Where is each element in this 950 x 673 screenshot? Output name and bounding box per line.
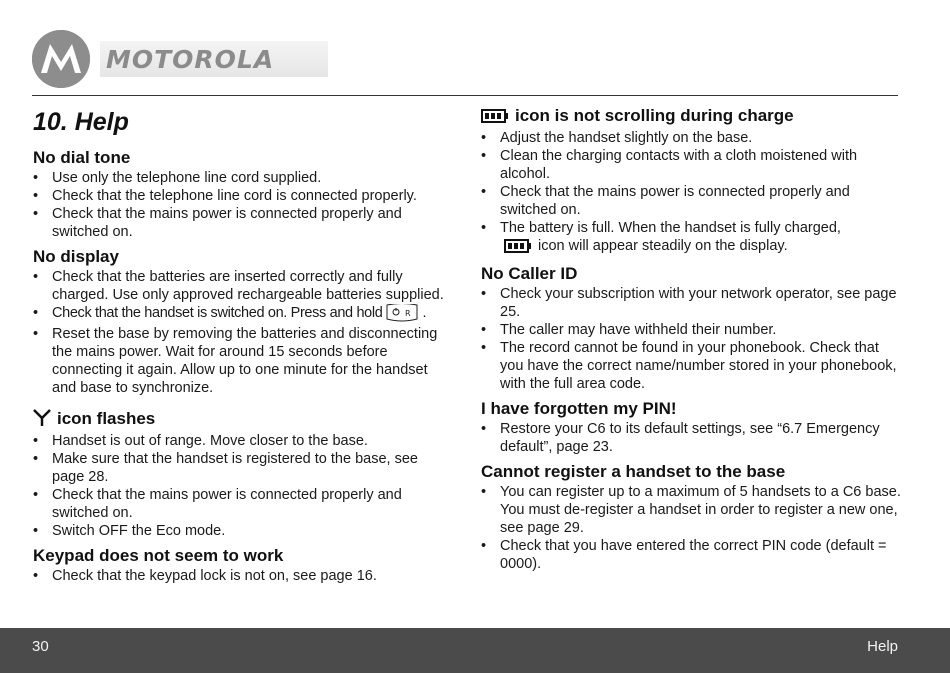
- list-item: [481, 219, 901, 258]
- footer-section-label: Help: [867, 638, 898, 655]
- section-title-text: icon is not scrolling during charge: [515, 106, 794, 125]
- section-title: [33, 409, 453, 431]
- right-column: [481, 106, 901, 573]
- list-item: • Check that the mains power is connected properly and switched on.: [33, 205, 453, 241]
- list-item: • Check that you have entered the correct PIN code (default = 0000).: [481, 537, 901, 573]
- list-item-text: Check that the handset is switched on. Press and hold: [52, 305, 383, 321]
- page-title: 10. Help: [33, 108, 129, 136]
- section-title: Keypad does not seem to work: [33, 546, 284, 565]
- bullet-list: [481, 483, 901, 573]
- list-item: • Make sure that the handset is registered to the base, see page 28.: [33, 450, 453, 486]
- battery-full-icon: [504, 239, 532, 258]
- section-no-dial-tone: [33, 148, 453, 241]
- list-item: • Adjust the handset slightly on the base.: [481, 129, 901, 147]
- section-title: Cannot register a handset to the base: [481, 462, 786, 481]
- power-r-key-icon: [386, 304, 418, 325]
- list-item: • Check that the telephone line cord is connected properly.: [33, 187, 453, 205]
- section-no-caller-id: [481, 264, 901, 393]
- bullet-list: [33, 268, 453, 397]
- left-column: [33, 106, 453, 585]
- list-item: • Switch OFF the Eco mode.: [33, 522, 453, 540]
- section-keypad: [33, 546, 453, 585]
- list-item: • The caller may have withheld their number.: [481, 321, 901, 339]
- list-item: • Reset the base by removing the batteries and disconnecting the mains power. Wait for around 15 seconds before connecting it again. Allow up to one minute for the handset and base to synchronize.: [33, 325, 453, 397]
- section-icon-flashes: [33, 409, 453, 540]
- battery-full-icon: [481, 108, 509, 128]
- bullet-list: [33, 432, 453, 540]
- list-item-text: The battery is full. When the handset is fully charged,: [500, 220, 841, 236]
- antenna-icon: [33, 409, 51, 431]
- bullet-list: [481, 420, 901, 456]
- list-item: • The record cannot be found in your phonebook. Check that you have the correct name/number stored in your phonebook, with the full area code.: [481, 339, 901, 393]
- brand-logo-text: MOTOROLA: [106, 45, 275, 74]
- section-title: I have forgotten my PIN!: [481, 399, 677, 418]
- bullet-list: [481, 285, 901, 393]
- page-number: 30: [32, 638, 49, 655]
- section-title: [481, 106, 901, 128]
- list-item: • Use only the telephone line cord supplied.: [33, 169, 453, 187]
- list-item: • Check that the mains power is connected properly and switched on.: [33, 486, 453, 522]
- section-battery-icon: [481, 106, 901, 258]
- motorola-logo-icon: [32, 30, 90, 88]
- header-divider: [32, 95, 898, 96]
- list-item: • You can register up to a maximum of 5 handsets to a C6 base. You must de-register a handset in order to register a new one, see page 29.: [481, 483, 901, 537]
- page-footer: [0, 628, 950, 673]
- bullet-list: [481, 129, 901, 258]
- list-item-text: icon will appear steadily on the display.: [538, 238, 788, 254]
- bullet-list: [33, 169, 453, 241]
- list-item: • Check that the mains power is connected properly and switched on.: [481, 183, 901, 219]
- list-item: • Check that the keypad lock is not on, see page 16.: [33, 567, 453, 585]
- list-item-text: .: [422, 305, 427, 321]
- page-header: [0, 0, 950, 96]
- svg-text:R: R: [405, 309, 411, 318]
- list-item: • Clean the charging contacts with a cloth moistened with alcohol.: [481, 147, 901, 183]
- section-no-display: [33, 247, 453, 397]
- bullet-list: [33, 567, 453, 585]
- list-item: [33, 304, 453, 325]
- section-title: No Caller ID: [481, 264, 578, 283]
- section-forgot-pin: [481, 399, 901, 456]
- list-item: • Restore your C6 to its default settings, see “6.7 Emergency default”, page 23.: [481, 420, 901, 456]
- section-title-text: icon flashes: [57, 409, 156, 428]
- list-item: • Handset is out of range. Move closer to the base.: [33, 432, 453, 450]
- section-title: No display: [33, 247, 119, 266]
- brand-logo-wordmark: [100, 41, 328, 77]
- list-item: • Check your subscription with your network operator, see page 25.: [481, 285, 901, 321]
- section-register: [481, 462, 901, 573]
- list-item: • Check that the batteries are inserted correctly and fully charged. Use only approved rechargeable batteries supplied.: [33, 268, 453, 304]
- section-title: No dial tone: [33, 148, 131, 167]
